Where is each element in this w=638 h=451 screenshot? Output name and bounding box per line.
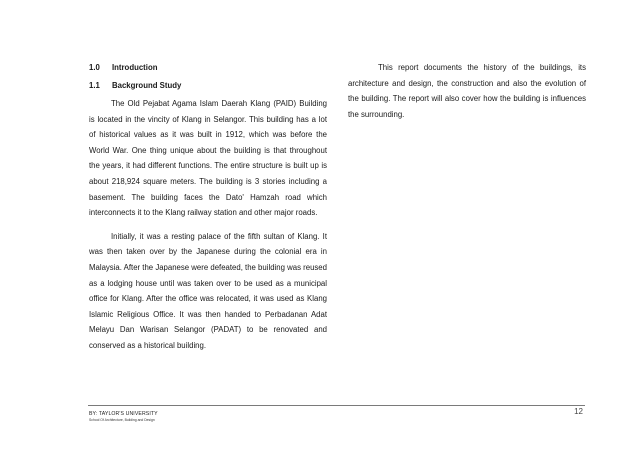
right-column (348, 60, 586, 122)
page-number: 12 (574, 407, 583, 416)
body-paragraph: This report documents the history of the buildings, its architecture and design, the construction and also the evolution of the building. The report will also cover how the building is influences the surrounding. (348, 63, 586, 119)
section-title: Introduction (112, 63, 158, 72)
left-column (89, 60, 327, 354)
footer-organization: BY: TAYLOR'S UNIVERSITY (89, 411, 158, 417)
footer-school: School Of Architecture, Building and Design (89, 418, 155, 422)
body-paragraph: Initially, it was a resting palace of the fifth sultan of Klang. It was then taken over by the Japanese during the colonial era in Malaysia. After the Japanese were defeated, the building was reused as a lodging house until was taken over to be used as a municipal office for Klang. After the office was relocated, it was used as Klang Islamic Religious Office. It was then handed to Perbadanan Adat Melayu Dan Warisan Selangor (PADAT) to be renovated and conserved as a historical building. (89, 231, 327, 350)
section-heading-introduction (89, 60, 327, 76)
section-title: Background Study (112, 81, 182, 90)
footer-divider (88, 405, 585, 406)
section-heading-background-study (89, 78, 327, 94)
section-number: 1.0 (89, 63, 100, 72)
section-number: 1.1 (89, 81, 100, 90)
body-paragraph: The Old Pejabat Agama Islam Daerah Klang (PAID) Building is located in the vincity of Klang in Selangor. This building has a lot of historical values as it was built in 1912, which was before the World War. One thing unique about the building is that throughout the years, it had different functions. The entire structure is built up is about 218,924 square meters. The building is 3 stories including a basement. The building faces the Dato' Hamzah road which interconnects it to the Klang railway station and other major roads. (89, 99, 327, 218)
